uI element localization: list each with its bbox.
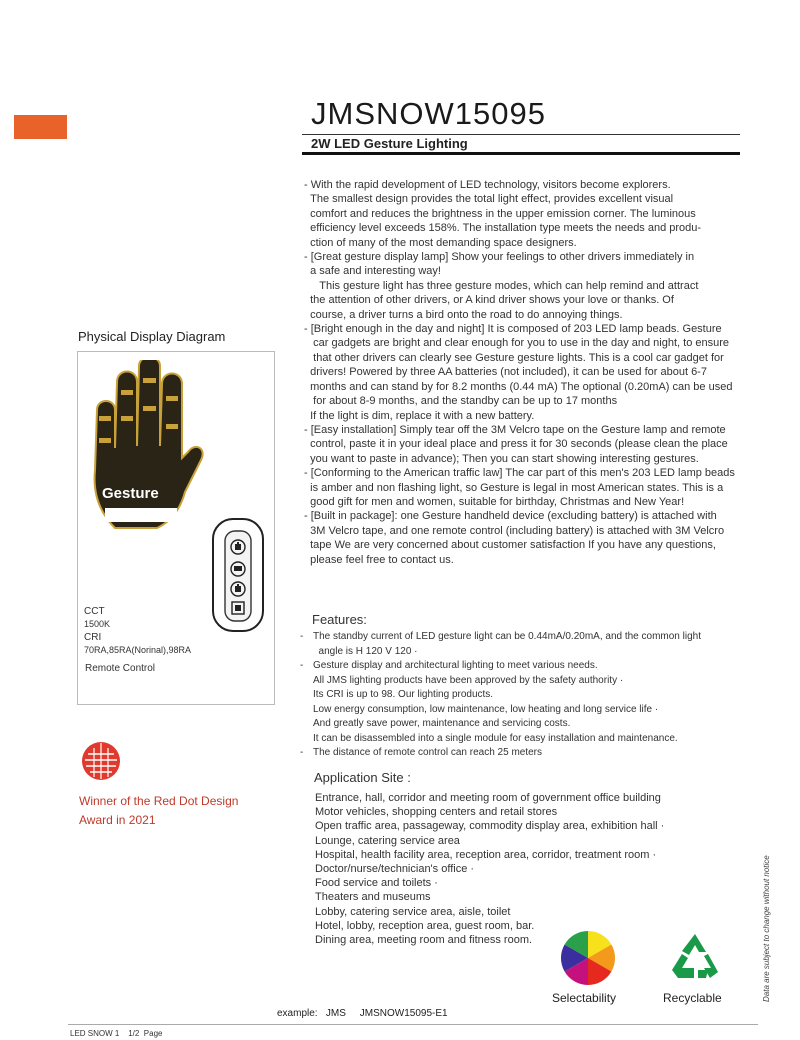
feature-item: - Gesture display and architectural lighting to meet various needs. <box>300 660 598 671</box>
application-item: Doctor/nurse/technician's office · <box>315 863 475 876</box>
orange-tab-accent <box>14 115 67 139</box>
description-paragraph: - [Great gesture display lamp] Show your feelings to other drivers immediately in a safe and interesting way! This gesture light has three gesture modes, which can help remind and attract the attention of other drivers, or A kind driver shows your love or thanks. Of course, a driver turns a bird onto the road to do annoying things. <box>304 251 699 321</box>
product-description <box>304 178 789 567</box>
application-item: Theaters and museums <box>315 891 431 904</box>
application-item: Motor vehicles, shopping centers and retail stores <box>315 806 558 819</box>
application-item: Hospital, health facility area, reception area, corridor, treatment room · <box>315 848 657 861</box>
remote-control-image <box>210 517 266 633</box>
gesture-label: Gesture <box>102 485 159 502</box>
selectability-label: Selectability <box>552 991 617 1005</box>
feature-item: - The distance of remote control can reach 25 meters <box>300 747 543 758</box>
application-item: Lobby, catering service area, aisle, toilet <box>315 905 511 918</box>
application-site-heading: Application Site : <box>314 770 411 785</box>
description-paragraph: - [Easy installation] Simply tear off the 3M Velcro tape on the Gesture lamp and remote control, paste it in your ideal place and press it for 30 seconds (please clean the place you want to paste in advance); Then you can start showing interesting gestures. <box>304 423 728 465</box>
color-wheel-icon <box>559 929 617 987</box>
description-paragraph: - [Built in package]: one Gesture handheld device (excluding battery) is attached with 3M Velcro tape, and one remote control (including battery) is attached with 3M Velcro tape We are very concerned about customer satisfaction If you have any questions, please feel free to contact us. <box>304 510 725 566</box>
description-paragraph: - [Bright enough in the day and night] It is composed of 203 LED lamp beads. Gesture car gadgets are bright and clear enough for you to use in the day and night, to ensure that other drivers can clearly see Gesture gesture lights. This is a cool car gadget for drivers! Powered by three AA batteries (not included), it can be used for about 6-7 months and can stand by for 8.2 months (0.44 mA) The optional (0.20mA) can be used for about 8-9 months, and the standby can be up to 17 months If the light is dim, replace it with a new battery. <box>304 323 733 422</box>
award-line-2: Award in 2021 <box>79 813 156 827</box>
application-site-list <box>315 791 735 947</box>
application-item: Dining area, meeting room and fitness room. <box>315 934 533 947</box>
application-item: Entrance, hall, corridor and meeting room of government office building <box>315 792 661 804</box>
features-heading: Features: <box>312 612 367 627</box>
red-dot-award-icon <box>80 740 122 782</box>
award-line-1: Winner of the Red Dot Design <box>79 794 239 808</box>
product-model-title: JMSNOW15095 <box>311 96 546 131</box>
notice-vertical-text: Data are subject to change without notice <box>762 855 771 1002</box>
specs-block <box>84 606 191 675</box>
product-subtitle: 2W LED Gesture Lighting <box>311 136 468 151</box>
cri-value: 70RA,85RA(Norinal),98RA <box>84 645 192 655</box>
cct-label: CCT <box>84 606 105 617</box>
remote-control-label: Remote Control <box>85 663 156 674</box>
gesture-lamp-hand-image <box>85 360 205 535</box>
header-divider-thin <box>302 134 740 135</box>
recycle-icon <box>668 932 722 984</box>
feature-item: Its CRI is up to 98. Our lighting products. <box>313 689 494 700</box>
example-code: example: JMS JMSNOW15095-E1 <box>277 1008 448 1019</box>
feature-item: It can be disassembled into a single module for easy installation and maintenance. <box>313 732 678 744</box>
footer-divider <box>68 1024 758 1025</box>
physical-diagram-title: Physical Display Diagram <box>78 329 226 344</box>
red-dot-award-text <box>79 792 238 830</box>
feature-item: And greatly save power, maintenance and servicing costs. <box>313 718 571 729</box>
recyclable-label: Recyclable <box>663 991 722 1005</box>
application-item: Food service and toilets · <box>315 877 438 890</box>
features-list <box>300 630 770 761</box>
page-footer: LED SNOW 1 1/2 Page <box>70 1029 163 1038</box>
application-item: Lounge, catering service area <box>315 834 460 847</box>
cct-value: 1500K <box>84 619 111 629</box>
application-item: Hotel, lobby, reception area, guest room, bar. <box>315 919 535 932</box>
feature-item: All JMS lighting products have been approved by the safety authority · <box>313 674 624 686</box>
feature-item: - The standby current of LED gesture light can be 0.44mA/0.20mA, and the common light <box>300 631 701 642</box>
cri-label: CRI <box>84 632 102 643</box>
application-item: Open traffic area, passageway, commodity display area, exhibition hall · <box>315 820 665 833</box>
feature-item: angle is H 120 V 120 · <box>313 645 418 657</box>
description-paragraph: - [Conforming to the American traffic law] The car part of this men's 203 LED lamp beads is amber and non flashing light, so Gesture is legal in most American states. This is a good gift for men and women, suitable for birthday, Christmas and New Year! <box>304 467 735 508</box>
header-divider-thick <box>302 152 740 155</box>
description-paragraph: - With the rapid development of LED technology, visitors become explorers. The smallest design provides the total light effect, provides excellent visual comfort and reduces the brightness in the upper emission corner. The luminous efficiency level exceeds 158%. The installation type meets the needs and produ- ction of many of the most demanding space designers. <box>304 179 702 249</box>
feature-item: Low energy consumption, low maintenance, low heating and long service life · <box>313 703 659 715</box>
